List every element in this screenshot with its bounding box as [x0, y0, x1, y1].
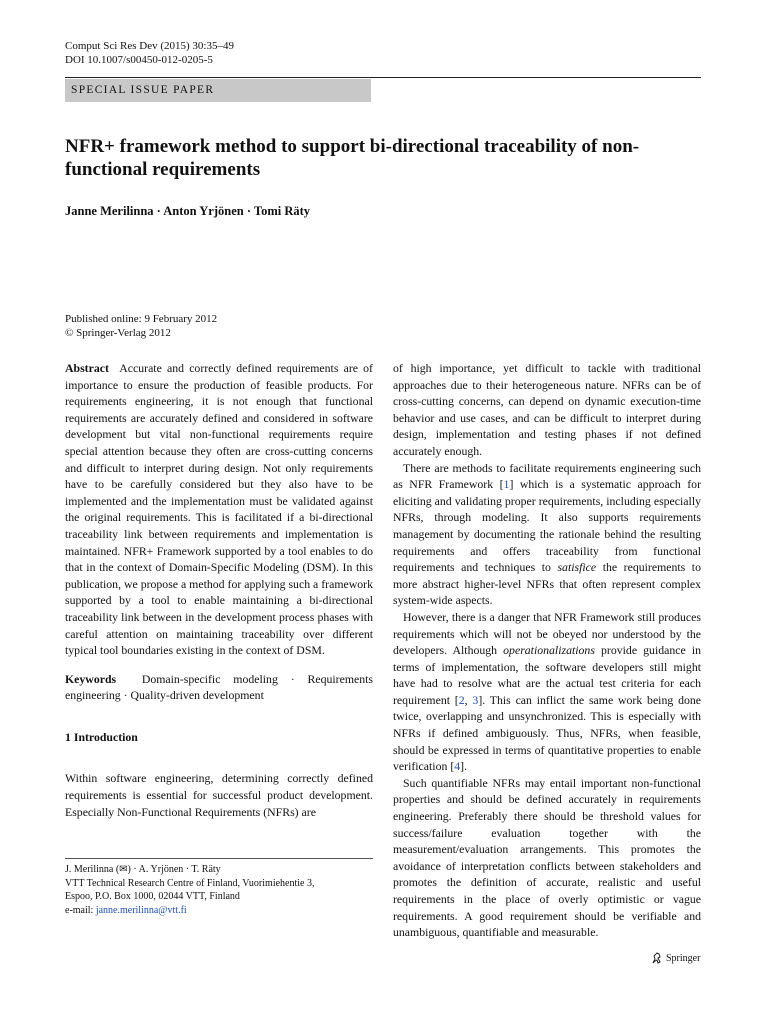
citation-link[interactable]: 4 — [454, 759, 461, 774]
footnote-affiliation: VTT Technical Research Centre of Finland, Vuorimiehentie 3, — [65, 877, 315, 889]
doi: DOI 10.1007/s00450-012-0205-5 — [65, 54, 213, 66]
section-heading-introduction: 1 Introduction — [65, 729, 138, 744]
citation-link[interactable]: 3 — [472, 692, 479, 707]
body-paragraph-2 — [393, 460, 701, 609]
text-span: There are methods to facilitate requirements engineering such as NFR Framework [ — [393, 460, 701, 492]
footnote-authors: J. Merilinna (✉) · A. Yrjönen · T. Räty — [65, 864, 221, 875]
abstract-text: Accurate and correctly defined requirements are of importance to ensure the production of feasible products. For requirements engineering, it is not enough that functional requirements are accurately defined and considered in software development but vital non-functional requirements require special attention because they often are cross-cutting concerns and difficult to interpret during design. Not only requirements have to be carefully considered but they also have to be implemented and the implementation must be validated against the original requirements. This is facilitated if a bi-directional traceability link between requirements and implementation is maintained. NFR+ Framework supported by a tool enables to do that in the context of Domain-Specific Modeling (DSM). In this publication, we propose a method for applying such a framework supported by a tool to enable maintaining a bi-directional traceability link between in the development process phases with careful attention on maintaining traceability over different typical tool boundaries existing in the context of DSM. — [65, 361, 373, 658]
special-issue-banner: SPECIAL ISSUE PAPER — [65, 79, 371, 102]
keywords — [65, 671, 373, 704]
abstract — [65, 360, 373, 659]
springer-horse-icon — [651, 952, 663, 964]
journal-citation: Comput Sci Res Dev (2015) 30:35–49 — [65, 40, 234, 52]
publisher-name: Springer — [666, 952, 701, 964]
body-paragraph-1: of high importance, yet difficult to tackle with traditional approaches due to their heterogeneous nature. NFRs can be of cross-cutting concerns, can depend on dynamic execution-time behavior and use cases, and can be difficult to interpret during design, implementation and testing phases if not defined accurately enough. — [393, 361, 701, 458]
publication-info — [65, 312, 217, 340]
author-footnote — [65, 863, 385, 917]
footnote-address: Espoo, P.O. Box 1000, 02044 VTT, Finland — [65, 891, 240, 902]
emphasis: satisfice — [557, 560, 597, 575]
text-span: ]. This can inflict the same work being done twice, overlapping and unsynchronized. This is especially with NFRs if defined ambiguously. Thus, NFRs, when feasible, should be expressed in terms of quantitative properties to enable verification [ — [393, 692, 701, 774]
text-span: However, there is a danger that NFR Framework still produces requirements which will not be obeyed nor understood by the developers. Although — [393, 609, 701, 658]
author-list: Janne Merilinna · Anton Yrjönen · Tomi Räty — [65, 204, 311, 218]
paper-title: NFR+ framework method to support bi-directional traceability of non-functional requirements — [65, 136, 640, 180]
copyright: © Springer-Verlag 2012 — [65, 327, 171, 339]
journal-meta — [65, 39, 234, 67]
keywords-label: Keywords — [65, 671, 117, 686]
header-rule — [65, 77, 701, 78]
intro-paragraph: Within software engineering, determining correctly defined requirements is essential for successful product development. Especially Non-Functional Requirements (NFRs) are — [65, 771, 373, 819]
body-paragraph-3 — [393, 609, 701, 775]
publisher-logo — [651, 952, 700, 964]
published-date: Published online: 9 February 2012 — [65, 313, 218, 325]
abstract-label: Abstract — [65, 361, 109, 375]
text-span: , — [464, 692, 473, 707]
body-paragraph-4: Such quantifiable NFRs may entail important non-functional properties and should be defined accurately in requirements engineering. Preferably there should be threshold values for success/failure evaluation together with the measurement/evaluation arrangements. This promotes the avoidance of interpretation conflicts between stakeholders and promotes the definition of accurate, realistic and useful requirements in the place of overly optimistic or vague requirements. A good requirement should be verifiable and unambiguous, quantifiable and measurable. — [393, 775, 701, 940]
citation-link[interactable]: 2 — [458, 692, 465, 707]
keywords-text: Domain-specific modeling · Requirements engineering · Quality-driven development — [65, 671, 373, 703]
text-span: ] which is a systematic approach for eliciting and validating proper requirements, including especially NFRs, through modeling. It also supports requirements management by documenting the rationale behind the resulting requirements and offers traceability from functional requirements and techniques to — [393, 477, 702, 575]
text-span: the requirements to more abstract higher-level NFRs that often represent complex system-wide aspects. — [393, 560, 701, 608]
email-link[interactable]: janne.merilinna@vtt.fi — [95, 904, 187, 916]
emphasis: operationalizations — [503, 643, 595, 658]
citation-link[interactable]: 1 — [503, 477, 510, 492]
text-span: ]. — [460, 759, 468, 774]
text-span: provide guidance in terms of implementation, the software developers still might have had to resolve what are the actual test criteria for each requirement [ — [393, 643, 701, 707]
right-column — [393, 360, 701, 941]
email-label: e-mail: — [65, 904, 94, 916]
footnote-rule — [65, 858, 373, 859]
footnote-email — [65, 904, 385, 918]
left-column — [65, 360, 373, 820]
